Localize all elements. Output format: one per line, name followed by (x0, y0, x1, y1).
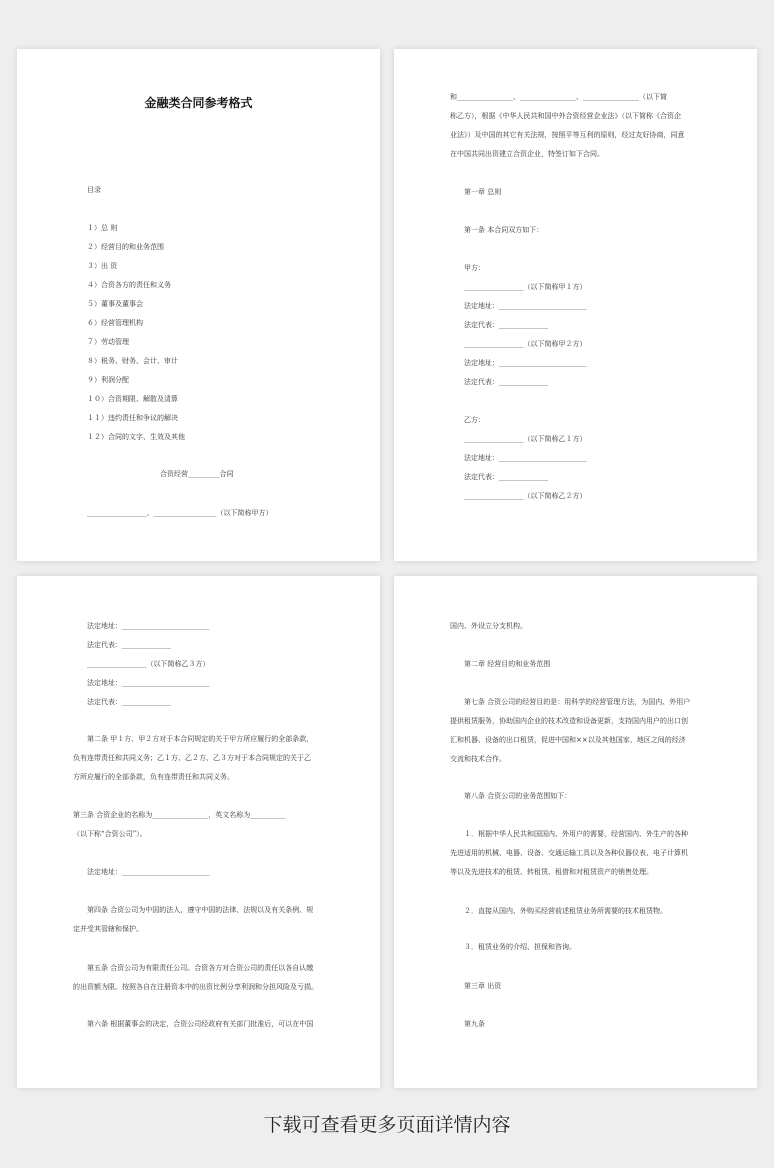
article-3-line: 第三条 合资企业的名称为________________，英文名称为__________ (73, 811, 286, 819)
toc-item: ３）出 资 (87, 262, 118, 270)
party-a-line: _________________、__________________（以下简称甲方） (87, 509, 273, 517)
intro-line: 和________________、________________、________________（以下简 (450, 93, 667, 101)
article-7-line: 汇和机器、设备的出口租赁，促进中国和××以及其他国家、地区之间的经济 (450, 736, 686, 744)
article-2-line: 第二条 甲１方、甲２方对于本合同规定的关于甲方所应履行的全部条款， (87, 735, 314, 743)
article-7-line: 第七条 合资公司的经营目的是：用科学的经营管理方法，为国内、外用户 (464, 698, 691, 706)
article-3-line: （以下称“合资公司”）。 (73, 830, 147, 838)
party-a-label: 甲方： (464, 264, 485, 272)
party-b3-line: 法定地址：_________________________ (87, 622, 210, 630)
document-page-4 (394, 576, 757, 1088)
party-b-line: 法定地址：_________________________ (464, 454, 587, 462)
chapter-1-heading: 第一章 总则 (464, 188, 502, 196)
business-item-3: ３．租赁业务的介绍、担保和咨询。 (464, 943, 576, 951)
toc-item: １１）违约责任和争议的解决 (87, 414, 178, 422)
document-page-3 (17, 576, 380, 1088)
party-a-line: _________________（以下简称甲１方） (464, 283, 587, 291)
toc-item: １２）合同的文字、生效及其他 (87, 433, 185, 441)
party-b-line: 法定代表：______________ (464, 473, 548, 481)
party-a-line: 法定代表：______________ (464, 321, 548, 329)
toc-item: ５）董事及董事会 (87, 300, 143, 308)
toc-heading: 目录 (87, 186, 101, 194)
party-b-line: _________________（以下简称乙１方） (464, 435, 587, 443)
article-5-line: 的出资额为限。按照各自在注册资本中的出资比例分享利润和分担风险及亏损。 (73, 983, 318, 991)
article-4-line: 定并受其管辖和保护。 (73, 925, 143, 933)
chapter-3-heading: 第三章 出资 (464, 982, 502, 990)
intro-line: 在中国共同出资建立合资企业，特签订如下合同。 (450, 150, 604, 158)
party-b3-line: 法定代表：______________ (87, 698, 171, 706)
article-2-line: 负有连带责任和共同义务；乙１方、乙２方、乙３方对于本合同规定的关于乙 (73, 754, 311, 762)
article-1: 第一条 本合同双方如下： (464, 226, 544, 234)
article-7-line: 提供租赁服务，协助国内企业的技术改造和设备更新，支持国内用户的出口创 (450, 717, 688, 725)
party-a-line: 法定代表：______________ (464, 378, 548, 386)
document-title: 金融类合同参考格式 (144, 96, 253, 110)
toc-item: ９）利润分配 (87, 376, 129, 384)
intro-line: 业法》）及中国的其它有关法规，按照平等互利的原则，经过友好协商，同意 (450, 131, 685, 139)
toc-item: ６）经营管理机构 (87, 319, 143, 327)
toc-item: ７）劳动管理 (87, 338, 129, 346)
chapter-2-heading: 第二章 经营目的和业务范围 (464, 660, 551, 668)
party-a-line: 法定地址：_________________________ (464, 302, 587, 310)
intro-line: 称乙方），根据《中华人民共和国中外合资经营企业法》（以下简称《合资企 (450, 112, 681, 120)
party-b-line: _________________（以下简称乙２方） (464, 492, 587, 500)
article-5-line: 第五条 合资公司为有限责任公司。合资各方对合资公司的责任以各自认缴 (87, 964, 314, 972)
party-b3-line: _________________（以下简称乙３方） (87, 660, 210, 668)
party-a-line: _________________（以下简称甲２方） (464, 340, 587, 348)
business-item-2: ２．直接从国内、外购买经营前述租赁业务所需要的技术租赁物。 (464, 907, 667, 915)
party-b-label: 乙方： (464, 416, 485, 424)
business-item-1-line: １．根据中华人民共和国国内、外用户的需要，经营国内、外生产的各种 (464, 830, 688, 838)
download-caption: 下载可查看更多页面详情内容 (263, 1114, 511, 1136)
party-a-line: 法定地址：_________________________ (464, 359, 587, 367)
article-8: 第八条 合资公司的业务范围如下： (464, 792, 572, 800)
toc-item: ２）经营目的和业务范围 (87, 243, 164, 251)
article-6: 第六条 根据董事会的决定，合资公司经政府有关部门批准后，可以在中国 (87, 1020, 314, 1028)
toc-item: ８）税务、财务、会计、审计 (87, 357, 178, 365)
contract-name-line: 合资经营_________合同 (160, 470, 234, 478)
article-2-line: 方所应履行的全部条款，负有连带责任和共同义务。 (73, 773, 234, 781)
article-9: 第九条 (464, 1020, 485, 1028)
document-page-2 (394, 49, 757, 561)
party-b3-line: 法定地址：_________________________ (87, 679, 210, 687)
toc-item: １０）合资期限、解散及清算 (87, 395, 178, 403)
business-item-1-line: 等以及先进技术的租赁、转租赁、租借和对租赁资产的销售处理。 (450, 868, 653, 876)
party-b3-line: 法定代表：______________ (87, 641, 171, 649)
document-page-1 (17, 49, 380, 561)
article-4-line: 第四条 合资公司为中国的法人，遵守中国的法律、法规以及有关条例、规 (87, 906, 314, 914)
article-6-continued: 国内、外设立分支机构。 (450, 622, 527, 630)
company-address-line: 法定地址：_________________________ (87, 868, 210, 876)
business-item-1-line: 先进适用的机械、电器、设备、交通运输工具以及各种仪器仪表、电子计算机 (450, 849, 688, 857)
article-7-line: 交流和技术合作。 (450, 755, 506, 763)
toc-item: １）总 则 (87, 224, 118, 232)
toc-item: ４）合资各方的责任和义务 (87, 281, 171, 289)
